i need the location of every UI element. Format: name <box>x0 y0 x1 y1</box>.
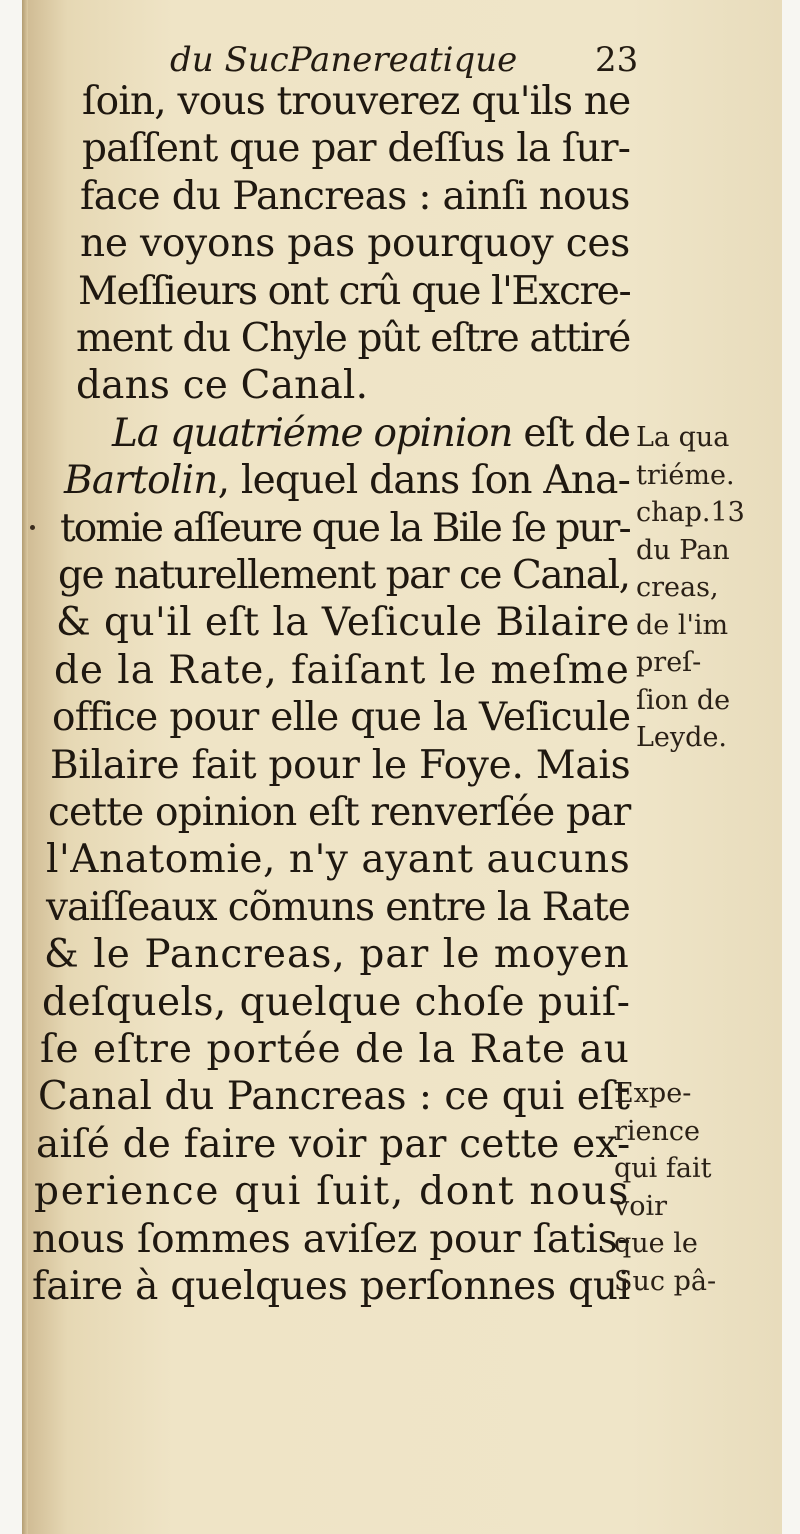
text-run: ge naturellement par ce Canal, <box>58 553 630 598</box>
running-head-title: du SucPanereatique <box>170 40 518 80</box>
text-run: aiſé de faire voir par cette ex- <box>36 1121 631 1167</box>
text-line <box>50 742 631 788</box>
text-run: ne voyons pas pourquoy ces <box>80 221 631 267</box>
text-line <box>76 363 369 409</box>
text-line <box>42 979 631 1025</box>
margin-note-line: La qua <box>636 422 730 453</box>
text-line <box>38 1074 630 1120</box>
margin-note-line: Leyde. <box>636 722 728 753</box>
text-line <box>80 173 630 219</box>
text-run: ſoin, vous trouverez qu'ils ne <box>82 79 631 124</box>
text-run: faire à quelques perſonnes qui <box>32 1264 631 1309</box>
text-line <box>112 410 630 456</box>
text-line <box>58 553 630 598</box>
italic-text: La quatriéme opinion <box>112 410 513 456</box>
margin-note-line: de l'im <box>636 609 729 641</box>
text-run: deſquels, quelque choſe puiſ- <box>42 979 631 1025</box>
text-line <box>76 316 630 361</box>
text-run: tomie aſſeure que la Bile ſe pur- <box>60 505 630 551</box>
text-run: ment du Chyle pût eſtre attiré <box>76 316 630 361</box>
text-run: l'Anatomie, n'y ayant aucuns <box>46 837 631 883</box>
margin-note-line: Suc pâ- <box>614 1265 717 1297</box>
text-line <box>40 1027 630 1072</box>
margin-note-line: triéme. <box>636 459 735 491</box>
text-run: office pour elle que la Veſicule <box>52 695 631 741</box>
margin-note-line: chap.13 <box>636 497 745 528</box>
ink-mark <box>30 525 35 530</box>
text-run: Canal du Pancreas : ce qui eſt <box>38 1074 630 1120</box>
text-line <box>34 1169 631 1215</box>
text-run: Bilaire fait pour le Foye. Mais <box>50 742 631 788</box>
text-line <box>48 790 631 835</box>
margin-note-line: voir <box>614 1190 668 1222</box>
text-run: & le Pancreas, par le moyen <box>44 932 630 978</box>
text-line <box>82 126 631 172</box>
text-run: paſſent que par deſſus la ſur- <box>82 126 631 172</box>
margin-note-line: qui fait <box>614 1153 712 1184</box>
text-run: Meſſieurs ont crû que l'Excre- <box>78 268 631 314</box>
italic-text: Bartolin <box>64 458 218 504</box>
text-line <box>56 600 630 646</box>
margin-note-line: ſion de <box>636 684 731 716</box>
text-line <box>36 1121 631 1167</box>
text-run: dans ce Canal. <box>76 363 369 409</box>
margin-note-line: du Pan <box>636 534 730 566</box>
text-line <box>46 884 630 930</box>
text-run: , lequel dans ſon Ana- <box>217 458 631 504</box>
text-run: vaiſſeaux cõmuns entre la Rate <box>46 884 630 930</box>
text-line <box>32 1216 631 1262</box>
margin-note-line: creas, <box>636 572 719 603</box>
text-run: cette opinion eſt renverſée par <box>48 790 631 835</box>
text-run: eſt de <box>512 410 630 456</box>
text-line <box>52 695 631 741</box>
margin-note-line: Expe- <box>614 1078 692 1109</box>
text-run: ſe eſtre portée de la Rate au <box>40 1027 630 1072</box>
text-line <box>54 647 630 693</box>
text-run: perience qui ſuit, dont nous <box>34 1169 631 1215</box>
text-run: nous ſommes aviſez pour ſatis- <box>32 1216 631 1262</box>
margin-note-line: rience <box>614 1115 701 1147</box>
page-number: 23 <box>595 40 639 80</box>
text-run: & qu'il eſt la Veſicule Bilaire <box>56 600 630 646</box>
margin-note-line: que le <box>614 1228 698 1259</box>
text-line <box>78 268 631 314</box>
text-run: face du Pancreas : ainſi nous <box>80 173 630 219</box>
page-gutter-edge <box>22 0 28 1534</box>
text-line <box>44 932 630 978</box>
text-line <box>64 458 631 504</box>
text-line <box>46 837 631 883</box>
text-line <box>80 221 631 267</box>
text-run: de la Rate, faiſant le meſme <box>54 647 630 693</box>
margin-note-line: preſ- <box>636 647 702 678</box>
text-line <box>82 79 631 124</box>
text-line <box>60 505 630 551</box>
text-line <box>32 1264 631 1309</box>
